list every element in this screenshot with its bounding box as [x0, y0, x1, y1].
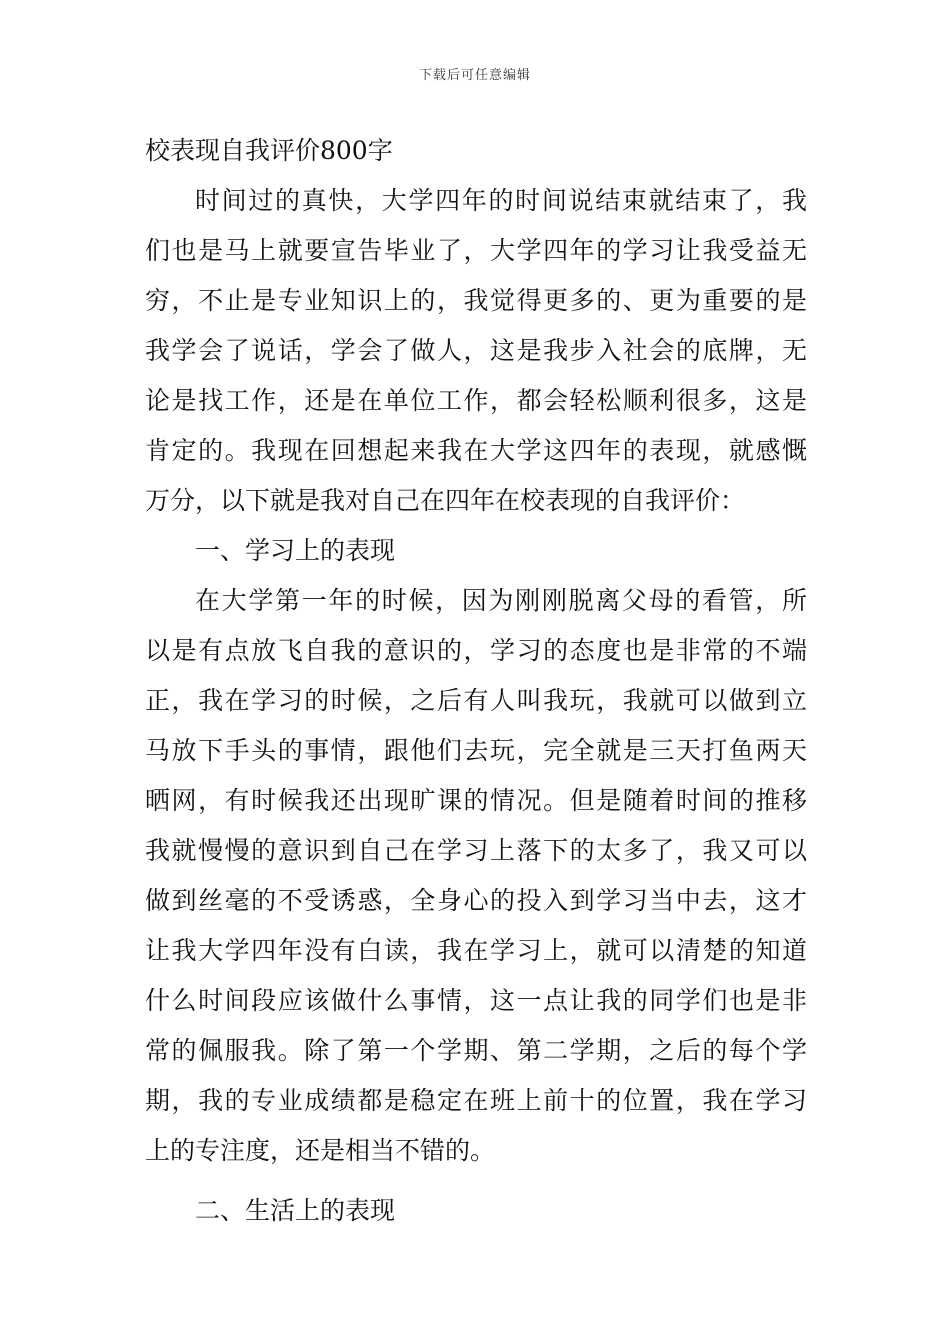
paragraph-line: 我学会了说话，学会了做人，这是我步入社会的底牌，无 [145, 336, 807, 365]
document-title: 校表现自我评价800字 [145, 136, 393, 165]
paragraph-line: 期，我的专业成绩都是稳定在班上前十的位置，我在学习 [145, 1086, 807, 1115]
paragraph-line: 晒网，有时候我还出现旷课的情况。但是随着时间的推移 [145, 786, 807, 815]
paragraph-line: 肯定的。我现在回想起来我在大学这四年的表现，就感慨 [145, 436, 807, 465]
paragraph-line: 万分，以下就是我对自己在四年在校表现的自我评价： [145, 486, 746, 515]
study-paragraph [145, 576, 807, 1176]
paragraph-line: 穷，不止是专业知识上的，我觉得更多的、更为重要的是 [145, 286, 807, 315]
paragraph-line: 上的专注度，还是相当不错的。 [145, 1136, 496, 1165]
page-header: 下载后可任意编辑 [418, 68, 531, 83]
paragraph-line: 我就慢慢的意识到自己在学习上落下的太多了，我又可以 [145, 836, 807, 865]
paragraph-line: 论是找工作，还是在单位工作，都会轻松顺利很多，这是 [145, 386, 807, 415]
paragraph-line: 以是有点放飞自我的意识的，学习的态度也是非常的不端 [145, 636, 807, 665]
paragraph-spacer [145, 1176, 807, 1186]
section-heading-life: 二、生活上的表现 [195, 1196, 396, 1225]
paragraph-line: 时间过的真快，大学四年的时间说结束就结束了，我 [195, 186, 807, 215]
paragraph-line: 常的佩服我。除了第一个学期、第二学期，之后的每个学 [145, 1036, 807, 1065]
intro-paragraph [145, 176, 807, 526]
paragraph-line: 做到丝毫的不受诱惑，全身心的投入到学习当中去，这才 [145, 886, 807, 915]
paragraph-line: 正，我在学习的时候，之后有人叫我玩，我就可以做到立 [145, 686, 807, 715]
paragraph-line: 让我大学四年没有白读，我在学习上，就可以清楚的知道 [145, 936, 807, 965]
section-heading-study: 一、学习上的表现 [195, 536, 396, 565]
paragraph-line: 马放下手头的事情，跟他们去玩，完全就是三天打鱼两天 [145, 736, 807, 765]
paragraph-line: 什么时间段应该做什么事情，这一点让我的同学们也是非 [145, 986, 807, 1015]
paragraph-line: 在大学第一年的时候，因为刚刚脱离父母的看管，所 [195, 586, 807, 615]
paragraph-line: 们也是马上就要宣告毕业了，大学四年的学习让我受益无 [145, 236, 807, 265]
document-body [145, 126, 807, 1236]
